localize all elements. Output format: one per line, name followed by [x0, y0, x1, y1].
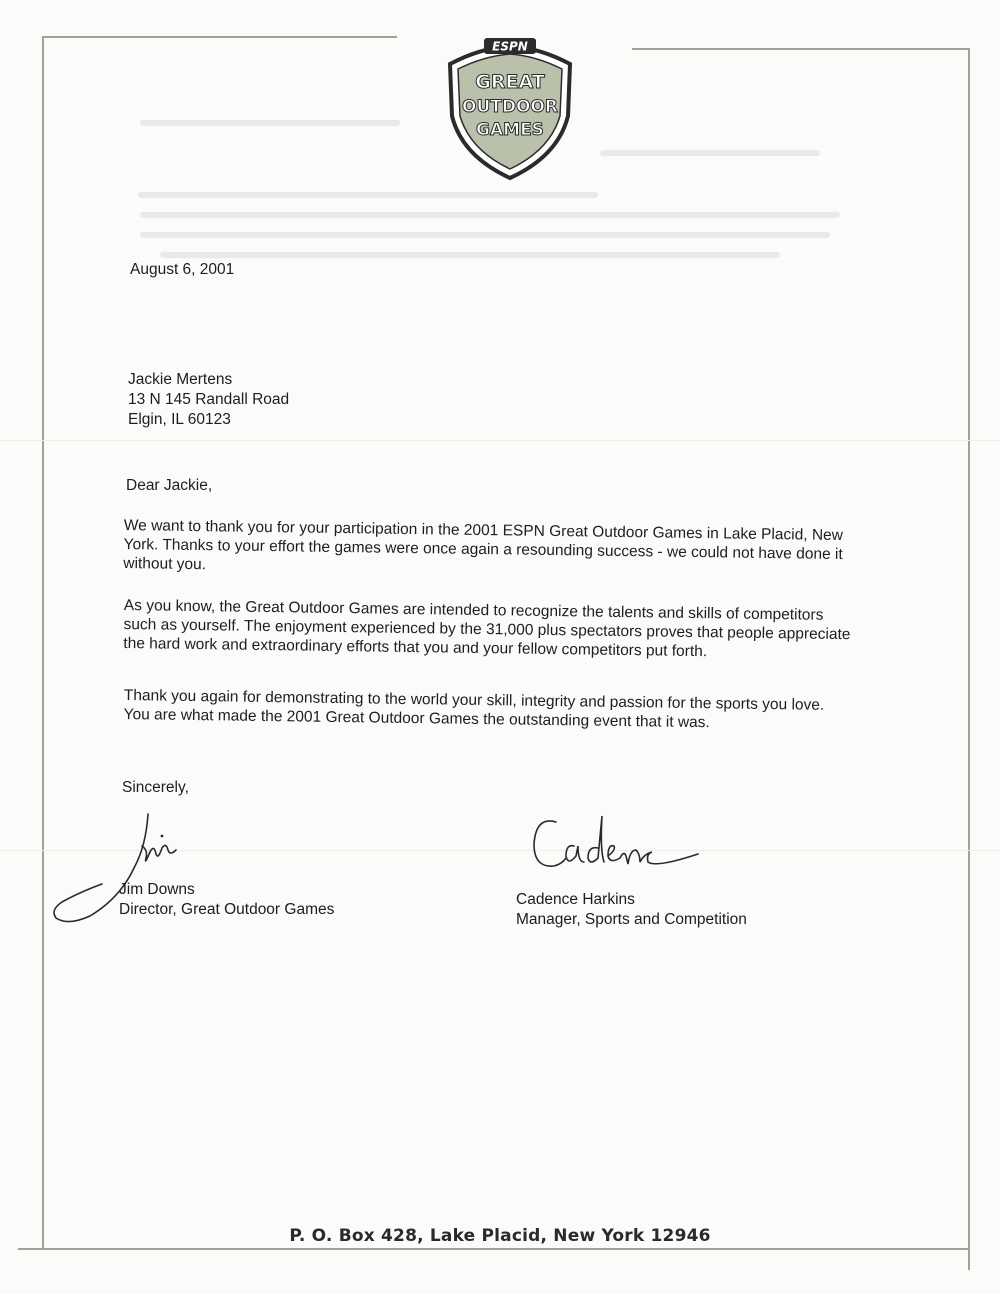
logo-brand-text: ESPN — [492, 39, 528, 54]
logo-line1-text: GREAT — [475, 71, 545, 93]
signer-title: Manager, Sports and Competition — [516, 911, 747, 928]
bleed-through-mark — [600, 150, 820, 156]
recipient-city: Elgin, IL 60123 — [128, 411, 231, 428]
frame-top-right-line — [632, 48, 970, 50]
footer-address: P. O. Box 428, Lake Placid, New York 12946 — [289, 1226, 711, 1246]
body-paragraph: We want to thank you for your participation in the 2001 ESPN Great Outdoor Games in Lake Placid, New York. Thanks to your effort the games were once again a resounding success - we could not have done it without you. — [123, 516, 844, 574]
paper-fold — [0, 440, 1000, 441]
bleed-through-mark — [140, 212, 840, 218]
body-paragraph: Thank you again for demonstrating to the world your skill, integrity and passion for the sports you love. You are what made the 2001 Great Outdoor Games the outstanding event that it was. — [123, 686, 825, 732]
recipient-street: 13 N 145 Randall Road — [128, 391, 290, 408]
signature-cadence-harkins — [528, 810, 703, 880]
salutation: Dear Jackie, — [126, 477, 213, 494]
bleed-through-mark — [160, 252, 780, 258]
signer-block-1 — [119, 880, 334, 920]
body-paragraph: As you know, the Great Outdoor Games are intended to recognize the talents and skills of competitors such as yourself. The enjoyment experienced by the 31,000 plus spectators proves that people appreciate the hard work and extraordinary efforts that you and your fellow competitors put forth. — [123, 596, 851, 661]
logo-line3-text: GAMES — [476, 120, 544, 140]
logo-shield-icon — [440, 36, 580, 182]
signer-name: Cadence Harkins — [516, 891, 635, 908]
recipient-address — [128, 370, 289, 430]
signer-name: Jim Downs — [119, 881, 195, 898]
closing: Sincerely, — [122, 779, 189, 796]
frame-top-left-line — [42, 36, 397, 38]
logo-line2-text: OUTDOOR — [462, 97, 558, 117]
bleed-through-mark — [138, 192, 598, 198]
recipient-name: Jackie Mertens — [128, 371, 233, 388]
handwritten-signature-icon — [528, 810, 703, 880]
letter-date: August 6, 2001 — [130, 261, 235, 278]
frame-right-line — [968, 48, 970, 1270]
bleed-through-mark — [140, 232, 830, 238]
signer-block-2 — [516, 890, 747, 930]
great-outdoor-games-logo — [440, 36, 580, 182]
frame-left-line — [42, 36, 44, 1248]
signer-title: Director, Great Outdoor Games — [119, 901, 335, 918]
frame-bottom-line — [18, 1248, 968, 1250]
bleed-through-mark — [140, 120, 400, 126]
